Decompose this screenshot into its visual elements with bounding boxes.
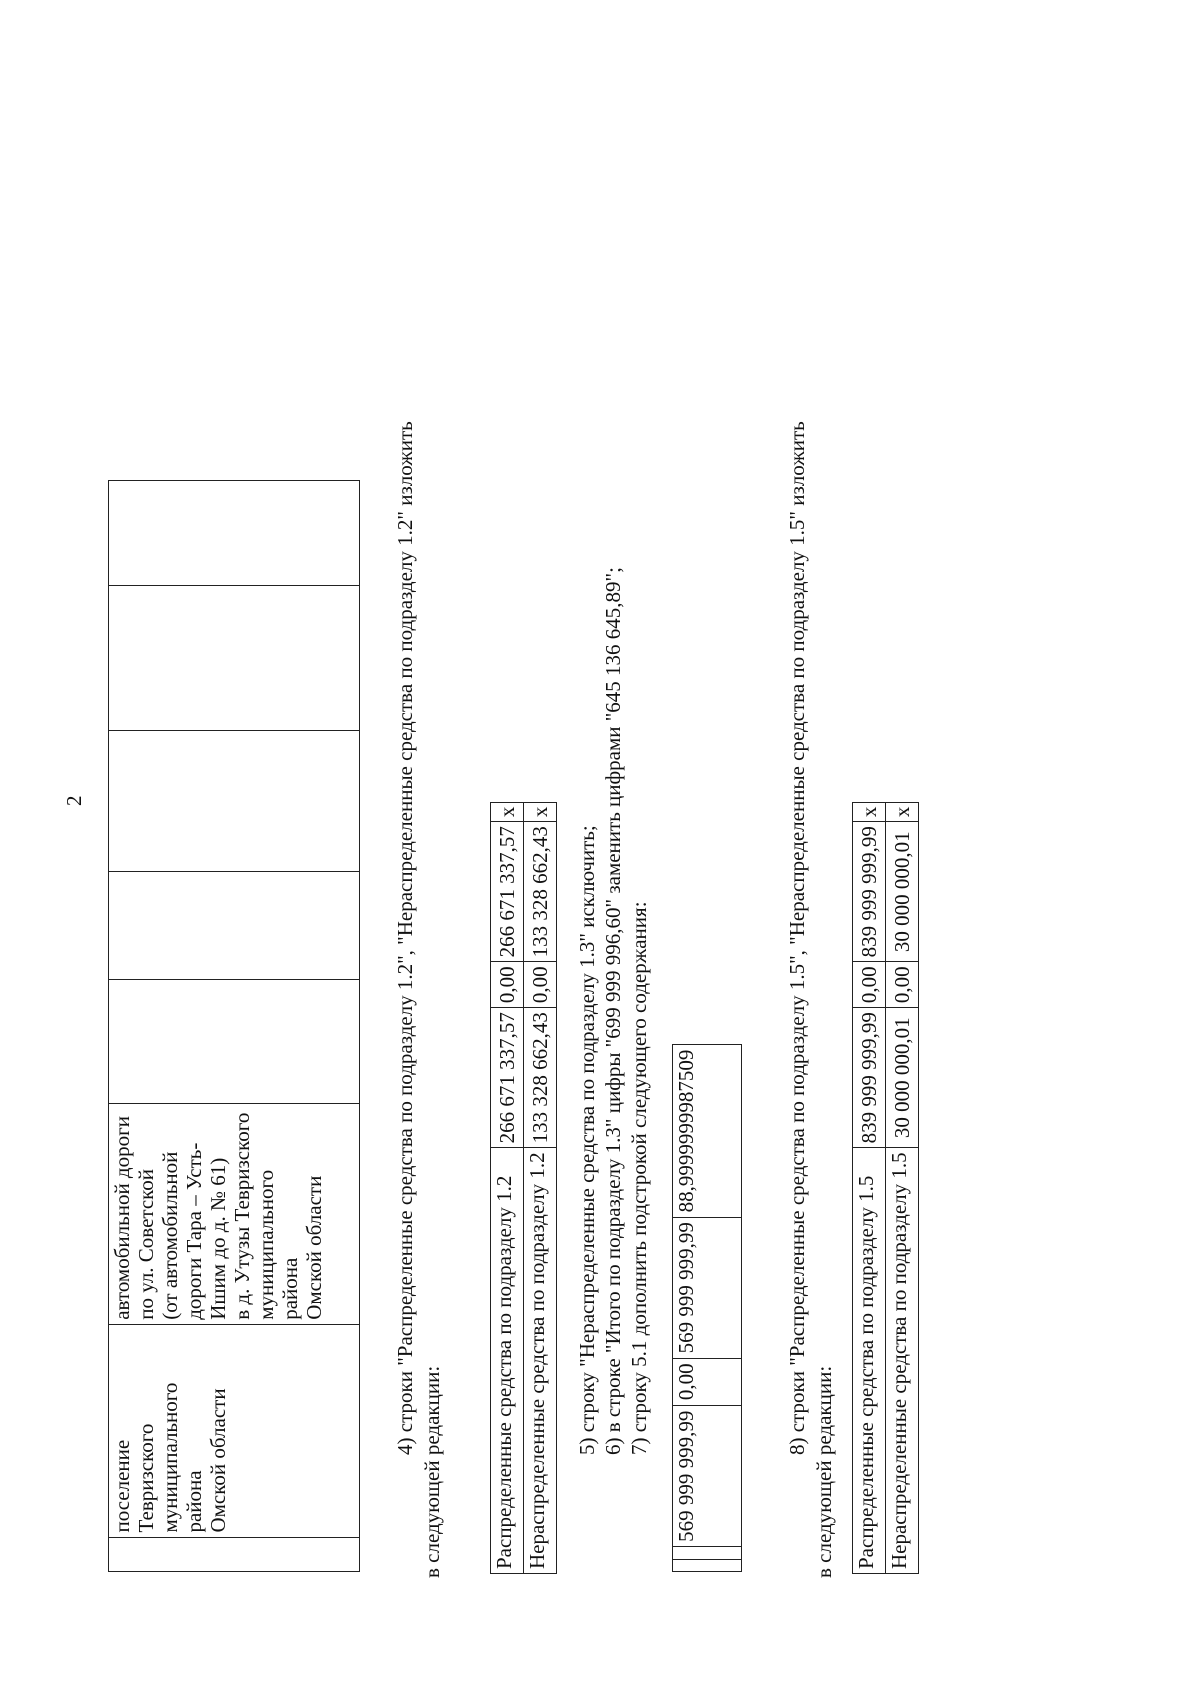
cell-line: в д. Утузы Тевризского <box>230 1112 254 1320</box>
cell-line: (от автомобильной <box>158 1151 182 1320</box>
top-col1-cell <box>109 1537 360 1571</box>
paragraph-4-cont <box>419 1366 445 1578</box>
table-5-1 <box>672 1044 742 1572</box>
table-row <box>853 802 886 1573</box>
table-1-5-block <box>852 802 919 1574</box>
table-cell-value: 266 671 337,57 <box>491 1008 524 1148</box>
cell-line: Тевризского <box>134 1423 158 1533</box>
paragraph-7: 7) строку 5.1 дополнить подстрокой следующего содержания: <box>627 901 651 1455</box>
top-col8-cell <box>109 481 360 586</box>
paragraph-5: 5) строку "Нераспределенные средства по подразделу 1.3" исключить; <box>575 825 599 1455</box>
table-cell-value: 0,00 <box>673 1358 742 1405</box>
top-col7-cell <box>109 586 360 731</box>
top-col4-cell <box>109 979 360 1103</box>
paragraphs-5-7 <box>574 567 652 1455</box>
table-cell-value: x <box>524 802 557 822</box>
paragraph-4-line2: в следующей редакции: <box>420 1365 444 1578</box>
cell-line: автомобильной дороги <box>110 1116 134 1320</box>
page-number: 2 <box>62 795 86 806</box>
table-cell-label: Распределенные средства по подразделу 1.2 <box>491 1148 524 1574</box>
paragraph-4-line1: 4) строки "Распределенные средства по подразделу 1.2", "Нераспределенные средства по подразделу 1.2" изложить <box>393 421 417 1455</box>
paragraph-8-cont <box>811 1366 837 1578</box>
table-cell-empty <box>673 1547 742 1560</box>
cell-line: дороги Тара – Усть- <box>182 1142 206 1320</box>
table-cell-value: 0,00 <box>886 962 919 1008</box>
cell-line: муниципального <box>158 1382 182 1533</box>
top-col6-cell <box>109 731 360 872</box>
table-cell-value: 266 671 337,57 <box>491 822 524 962</box>
top-col5-cell <box>109 871 360 979</box>
top-col2-cell <box>109 1324 360 1537</box>
table-1-2 <box>490 802 557 1574</box>
cell-line: муниципального района <box>254 1169 302 1320</box>
table-cell-label: Нераспределенные средства по подразделу 1.2 <box>524 1148 557 1574</box>
table-row <box>524 802 557 1573</box>
table-cell-value: 133 328 662,43 <box>524 822 557 962</box>
table-5-1-block <box>672 1044 742 1572</box>
table-cell-value: 133 328 662,43 <box>524 1008 557 1148</box>
table-cell-value: x <box>491 802 524 822</box>
paragraph-8-line1: 8) строки "Распределенные средства по подразделу 1.5", "Нераспределенные средства по подразделу 1.5" изложить <box>785 421 809 1455</box>
table-cell-value: 30 000 000,01 <box>886 1008 919 1148</box>
cell-line: поселение <box>110 1439 134 1533</box>
table-row <box>109 481 360 1572</box>
table-cell-value: x <box>853 802 886 822</box>
table-cell-value: x <box>886 802 919 822</box>
table-row <box>886 802 919 1573</box>
table-1-5 <box>852 802 919 1574</box>
cell-line: Ишим до д. № 61) <box>206 1157 230 1320</box>
table-row <box>673 1045 742 1572</box>
table-1-2-block <box>490 802 557 1574</box>
table-cell-empty <box>673 1560 742 1572</box>
table-cell-label: Нераспределенные средства по подразделу 1.5 <box>886 1148 919 1574</box>
table-cell-value: 839 999 999,99 <box>853 1008 886 1148</box>
table-cell-value: 88,9999999987509 <box>673 1045 742 1218</box>
cell-line: Омской области <box>302 1175 326 1320</box>
table-cell-value: 0,00 <box>853 962 886 1008</box>
table-cell-label: Распределенные средства по подразделу 1.5 <box>853 1148 886 1574</box>
paragraph-8 <box>784 421 810 1455</box>
top-table <box>108 480 360 1572</box>
cell-line: Омской области <box>206 1388 230 1533</box>
top-table-block <box>108 480 360 1572</box>
table-row <box>491 802 524 1573</box>
table-cell-value: 569 999 999,99 <box>673 1217 742 1358</box>
table-cell-value: 569 999 999,99 <box>673 1405 742 1546</box>
table-cell-value: 0,00 <box>524 962 557 1008</box>
paragraph-6: 6) в строке "Итого по подразделу 1.3" цифры "699 999 996,60" заменить цифрами "645 136 645,89"; <box>601 567 625 1455</box>
table-cell-value: 0,00 <box>491 962 524 1008</box>
top-col3-cell <box>109 1103 360 1324</box>
table-cell-value: 839 999 999,99 <box>853 822 886 962</box>
paragraph-4 <box>392 421 418 1455</box>
table-cell-value: 30 000 000,01 <box>886 822 919 962</box>
cell-line: по ул. Советской <box>134 1168 158 1320</box>
paragraph-8-line2: в следующей редакции: <box>812 1365 836 1578</box>
cell-line: района <box>182 1470 206 1533</box>
